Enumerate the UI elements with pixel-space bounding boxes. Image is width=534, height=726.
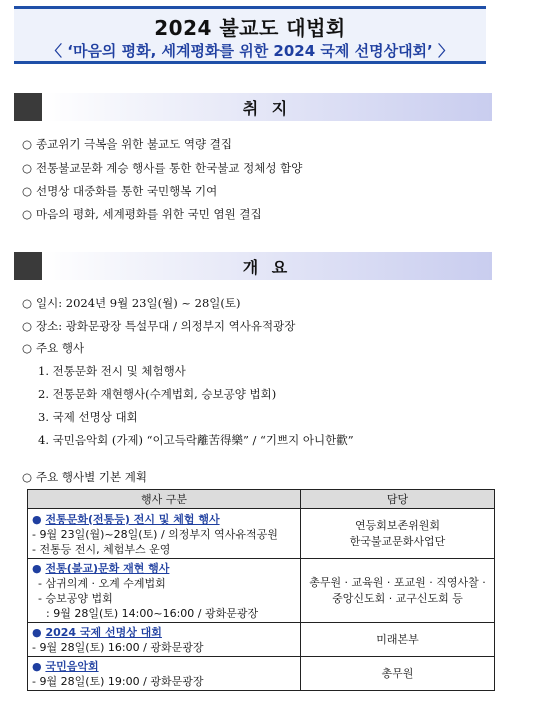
circle-bullet-icon: ○ <box>22 341 33 355</box>
circle-bullet-icon: ○ <box>22 184 33 198</box>
event-cell <box>28 657 301 691</box>
circle-bullet-icon: ○ <box>22 470 33 484</box>
purpose-item: ○ 전통불교문화 계승 행사를 통한 한국불교 정체성 함양 <box>22 161 303 175</box>
event-cell <box>28 559 301 623</box>
dot-bullet-icon: ● <box>32 512 46 526</box>
circle-bullet-icon: ○ <box>22 319 33 333</box>
circle-bullet-icon: ○ <box>22 161 33 175</box>
dot-bullet-icon: ● <box>32 660 46 673</box>
responsible-cell: 미래본부 <box>301 623 495 657</box>
table-row <box>28 657 495 691</box>
responsible-cell: 총무원 · 교육원 · 포교원 · 직영사찰 · 중앙신도회 · 교구신도회 등 <box>301 559 495 623</box>
section-marker <box>14 252 42 280</box>
column-header-event: 행사 구분 <box>28 490 301 509</box>
section-header-overview <box>14 252 492 280</box>
section-bar <box>42 252 492 280</box>
overview-plan-label: ○ 주요 행사별 기본 계획 <box>22 470 147 484</box>
event-title: ● 전통(불교)문화 재현 행사 <box>32 562 170 575</box>
purpose-item: ○ 마음의 평화, 세계평화를 위한 국민 염원 결집 <box>22 207 262 221</box>
event-title: ● 2024 국제 선명상 대회 <box>32 626 162 639</box>
circle-bullet-icon: ○ <box>22 207 33 221</box>
table-row <box>28 559 495 623</box>
table-row <box>28 509 495 559</box>
purpose-item: ○ 종교위기 극복을 위한 불교도 역량 결집 <box>22 137 233 151</box>
overview-place: ○ 장소: 광화문광장 특설무대 / 의정부지 역사유적광장 <box>22 319 296 333</box>
event-detail: - 9월 28일(토) 16:00 / 광화문광장 <box>32 641 204 654</box>
section-marker <box>14 93 42 121</box>
event-detail: - 전통등 전시, 체험부스 운영 <box>32 542 171 556</box>
title-block <box>14 6 486 64</box>
main-event-item: 3. 국제 선명상 대회 <box>38 410 138 424</box>
table-header-row <box>28 490 495 509</box>
document-title: 2024 불교도 대법회 <box>154 16 346 40</box>
purpose-item: ○ 선명상 대중화를 통한 국민행복 기여 <box>22 184 218 198</box>
event-detail: - 삼귀의계 · 오계 수계법회 <box>38 577 166 590</box>
main-event-item: 4. 국민음악회 (가제) “이고득락離苦得樂” / “기쁘지 아니한歡” <box>38 433 354 447</box>
section-title-overview: 개 요 <box>242 258 292 277</box>
section-header-purpose <box>14 93 492 121</box>
event-detail: : 9월 28일(토) 14:00~16:00 / 광화문광장 <box>46 607 259 620</box>
column-header-responsible: 담당 <box>301 490 495 509</box>
event-detail: - 승보공양 법회 <box>38 592 113 605</box>
dot-bullet-icon: ● <box>32 626 46 639</box>
section-bar <box>42 93 492 121</box>
responsible-cell: 총무원 <box>301 657 495 691</box>
main-event-item: 2. 전통문화 재현행사(수계법회, 승보공양 법회) <box>38 387 277 401</box>
dot-bullet-icon: ● <box>32 562 46 575</box>
event-title: ● 국민음악회 <box>32 660 99 673</box>
document-subtitle: 〈 ‘마음의 평화, 세계평화를 위한 2024 국제 선명상대회’ 〉 <box>47 42 453 60</box>
overview-main-events-label: ○ 주요 행사 <box>22 341 85 355</box>
main-event-item: 1. 전통문화 전시 및 체험행사 <box>38 364 186 378</box>
event-cell <box>28 509 301 559</box>
event-detail: - 9월 28일(토) 19:00 / 광화문광장 <box>32 675 204 688</box>
event-detail: - 9월 23일(월)~28일(토) / 의정부지 역사유적공원 <box>32 527 278 541</box>
circle-bullet-icon: ○ <box>22 137 33 151</box>
section-title-purpose: 취 지 <box>242 99 292 118</box>
responsible-cell: 연등회보존위원회 한국불교문화사업단 <box>301 509 495 559</box>
event-title: ● 전통문화(전통등) 전시 및 체험 행사 <box>32 512 220 526</box>
table-row <box>28 623 495 657</box>
event-cell <box>28 623 301 657</box>
circle-bullet-icon: ○ <box>22 296 33 310</box>
overview-date: ○ 일시: 2024년 9월 23일(월) ~ 28일(토) <box>22 296 241 310</box>
event-plan-table <box>27 489 495 691</box>
